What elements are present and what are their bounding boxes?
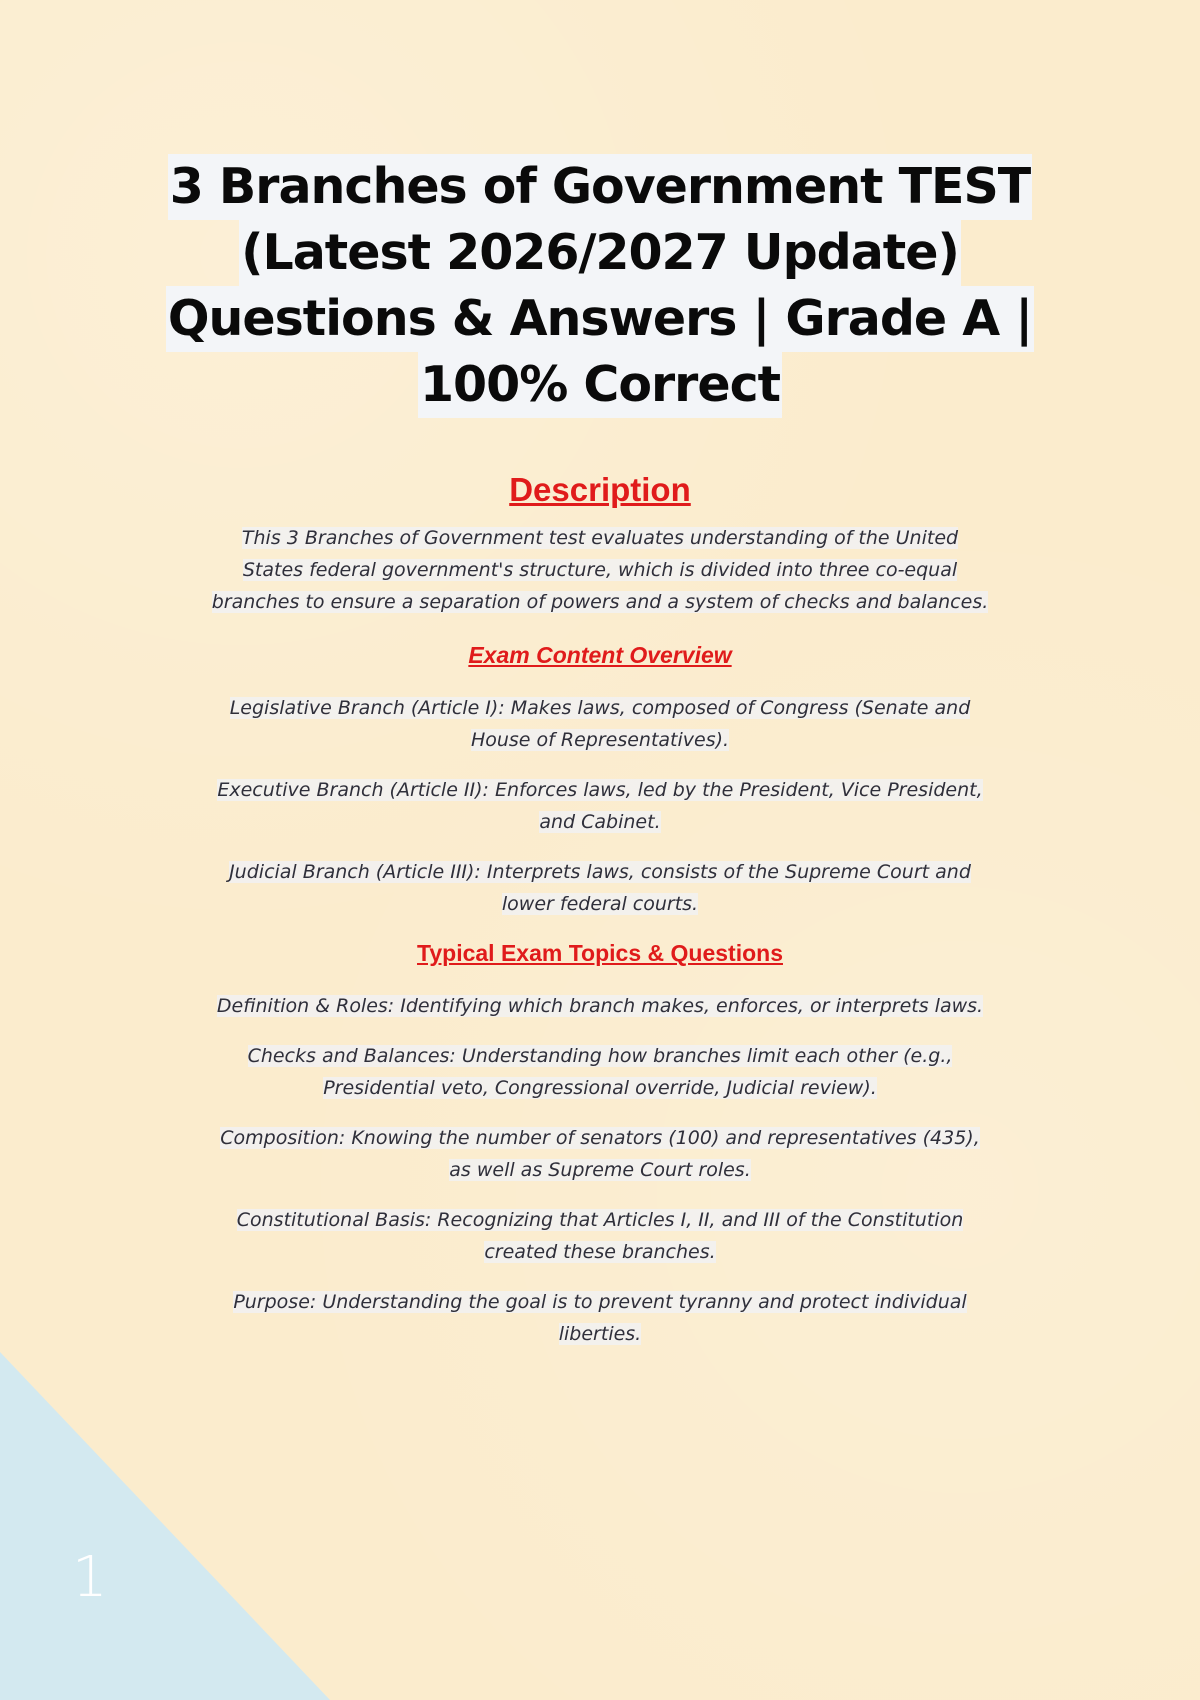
list-item [210,692,990,756]
list-item [210,1286,990,1350]
description-heading: Description [509,471,691,508]
corner-decoration [0,1352,330,1700]
title-line-4: 100% Correct [418,352,782,418]
legislative-branch-text: Legislative Branch (Article I): Makes laws, composed of Congress (Senate and House of Representatives). [229,697,971,751]
exam-content-heading: Exam Content Overview [468,642,732,668]
topic-composition-text: Composition: Knowing the number of senators (100) and representatives (435), as well as Supreme Court roles. [220,1127,980,1181]
judicial-branch-text: Judicial Branch (Article III): Interprets laws, consists of the Supreme Court and lower federal courts. [229,861,971,915]
title-line-1: 3 Branches of Government TEST [168,154,1032,220]
list-item [210,856,990,920]
page-title [150,154,1050,418]
list-item [210,1122,990,1186]
executive-branch-text: Executive Branch (Article II): Enforces laws, led by the President, Vice President, and Cabinet. [217,779,983,833]
document-body [210,468,990,1350]
list-item [210,990,990,1022]
description-text: This 3 Branches of Government test evaluates understanding of the United States federal government's structure, which is divided into three co-equal branches to ensure a separation of powers and a system of checks and balances. [211,527,989,613]
title-line-3: Questions & Answers | Grade A | [166,286,1034,352]
exam-topics-heading: Typical Exam Topics & Questions [417,940,783,966]
list-item [210,1040,990,1104]
page-number: 1 [72,1545,108,1610]
topic-definition-text: Definition & Roles: Identifying which branch makes, enforces, or interprets laws. [216,995,984,1017]
description-paragraph [210,522,990,618]
topic-checks-text: Checks and Balances: Understanding how branches limit each other (e.g., Presidential veto, Congressional override, Judicial review). [247,1045,953,1099]
list-item [210,1204,990,1268]
topic-constitutional-text: Constitutional Basis: Recognizing that Articles I, II, and III of the Constitution created these branches. [236,1209,964,1263]
topic-purpose-text: Purpose: Understanding the goal is to prevent tyranny and protect individual liberties. [233,1291,967,1345]
title-line-2: (Latest 2026/2027 Update) [239,220,961,286]
list-item [210,774,990,838]
